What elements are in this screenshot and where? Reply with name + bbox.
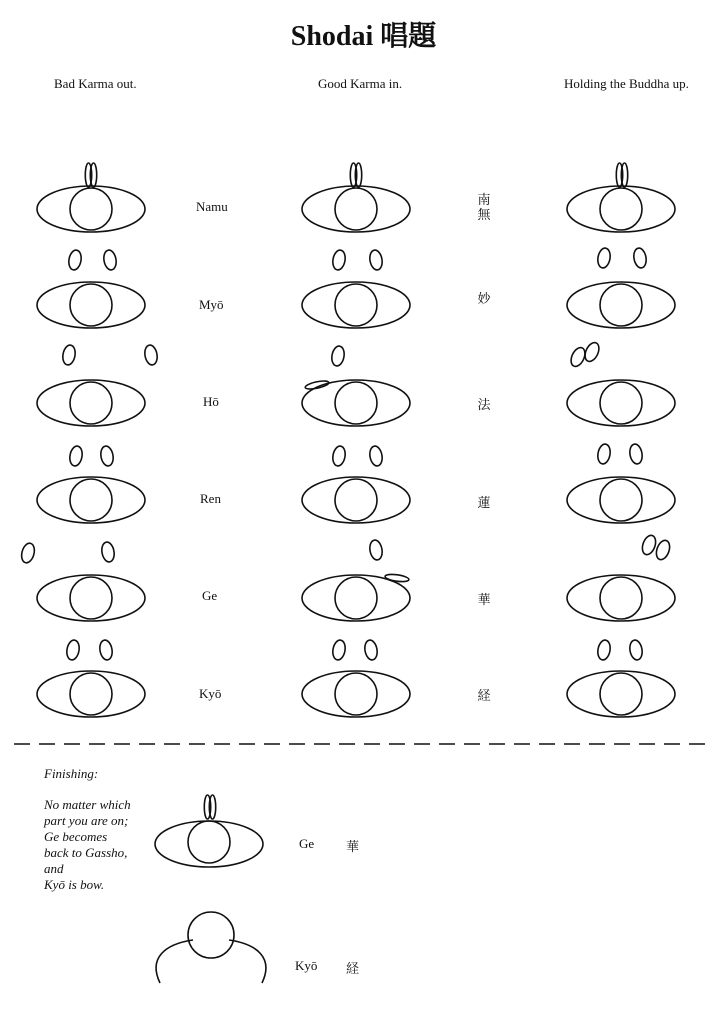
- bow-arm-right: [229, 940, 266, 983]
- arms-ellipse: [37, 575, 145, 621]
- arms-ellipse: [567, 671, 675, 717]
- head-circle: [335, 382, 377, 424]
- column-heading-bad-karma: Bad Karma out.: [54, 76, 137, 91]
- finishing-heading: Finishing:: [44, 766, 99, 781]
- head-circle: [335, 673, 377, 715]
- head-circle: [70, 382, 112, 424]
- hand-icon: [596, 247, 611, 269]
- hand-icon: [102, 249, 117, 271]
- arms-ellipse: [302, 575, 410, 621]
- syllable-label-ge: Ge: [202, 588, 218, 603]
- syllable-label-namu: Namu: [196, 199, 228, 214]
- finishing-label-ge: Ge: [299, 836, 315, 851]
- arms-ellipse: [37, 380, 145, 426]
- arms-ellipse: [302, 380, 410, 426]
- arms-ellipse: [37, 671, 145, 717]
- head-circle: [335, 479, 377, 521]
- arms-ellipse: [567, 477, 675, 523]
- hand-icon: [331, 249, 346, 271]
- syllable-label-ho: Hō: [203, 394, 219, 409]
- hand-icon: [596, 639, 611, 661]
- finishing-text-line: part you are on;: [44, 813, 129, 828]
- hand-icon: [99, 445, 114, 467]
- arms-ellipse: [37, 477, 145, 523]
- arms-ellipse: [567, 575, 675, 621]
- arms-ellipse: [37, 186, 145, 232]
- head-circle: [70, 673, 112, 715]
- hand-icon: [368, 445, 383, 467]
- finishing-text-line: Kyō is bow.: [44, 877, 105, 892]
- head-circle: [600, 188, 642, 230]
- hand-icon: [640, 534, 658, 557]
- finishing-text-line: and: [44, 861, 64, 876]
- hand-icon: [65, 639, 80, 661]
- hand-icon: [331, 639, 346, 661]
- head-circle: [600, 382, 642, 424]
- hand-icon: [20, 542, 37, 564]
- kanji-char: 華: [477, 593, 491, 608]
- head-circle: [600, 673, 642, 715]
- halo-ring-icon: [385, 573, 410, 583]
- arms-ellipse: [302, 477, 410, 523]
- head-circle: [188, 912, 234, 958]
- kanji-char: 法: [477, 398, 491, 413]
- hand-icon: [654, 539, 672, 562]
- hand-icon: [98, 639, 113, 661]
- head-circle: [70, 577, 112, 619]
- hand-icon: [331, 445, 346, 467]
- finishing-text-line: No matter which: [44, 797, 131, 812]
- finishing-text-line: back to Gassho,: [44, 845, 128, 860]
- kanji-char: 妙: [477, 292, 491, 307]
- kanji-char: 南: [477, 193, 491, 208]
- head-circle: [335, 577, 377, 619]
- finishing-text-line: Ge becomes: [44, 829, 108, 844]
- column-heading-holding-buddha: Holding the Buddha up.: [564, 76, 689, 91]
- arms-ellipse: [567, 380, 675, 426]
- kanji-char: 蓮: [477, 496, 491, 511]
- hand-icon: [100, 541, 115, 563]
- hand-icon: [582, 340, 601, 363]
- hand-icon: [68, 445, 83, 467]
- arms-ellipse: [567, 282, 675, 328]
- finishing-kanji-kyo: 経: [346, 962, 360, 977]
- head-circle: [600, 577, 642, 619]
- hand-icon: [368, 249, 383, 271]
- hand-icon: [143, 344, 158, 366]
- hand-icon: [330, 345, 345, 367]
- hand-icon: [67, 249, 82, 271]
- hand-icon: [628, 443, 643, 465]
- page-title: Shodai 唱題: [290, 21, 437, 52]
- syllable-label-myo: Myō: [199, 297, 224, 312]
- hand-icon: [368, 539, 383, 561]
- arms-ellipse: [302, 282, 410, 328]
- head-circle: [70, 188, 112, 230]
- hand-icon: [61, 344, 76, 366]
- head-circle: [335, 284, 377, 326]
- arms-ellipse: [567, 186, 675, 232]
- head-circle: [600, 284, 642, 326]
- bow-arm-left: [156, 940, 193, 983]
- arms-ellipse: [37, 282, 145, 328]
- column-heading-good-karma: Good Karma in.: [318, 76, 403, 91]
- hand-icon: [632, 247, 647, 269]
- kanji-char: 経: [477, 689, 491, 704]
- arms-ellipse: [302, 671, 410, 717]
- hand-icon: [596, 443, 611, 465]
- kanji-char: 無: [477, 208, 491, 223]
- arms-ellipse: [302, 186, 410, 232]
- head-circle: [335, 188, 377, 230]
- syllable-label-kyo: Kyō: [199, 686, 222, 701]
- arms-ellipse: [155, 821, 263, 867]
- hand-icon: [628, 639, 643, 661]
- halo-ring-icon: [305, 379, 330, 390]
- finishing-label-kyo: Kyō: [295, 958, 318, 973]
- syllable-label-ren: Ren: [200, 491, 221, 506]
- finishing-kanji-ge: 華: [346, 840, 360, 855]
- head-circle: [70, 479, 112, 521]
- hand-icon: [363, 639, 378, 661]
- head-circle: [70, 284, 112, 326]
- head-circle: [188, 821, 230, 863]
- head-circle: [600, 479, 642, 521]
